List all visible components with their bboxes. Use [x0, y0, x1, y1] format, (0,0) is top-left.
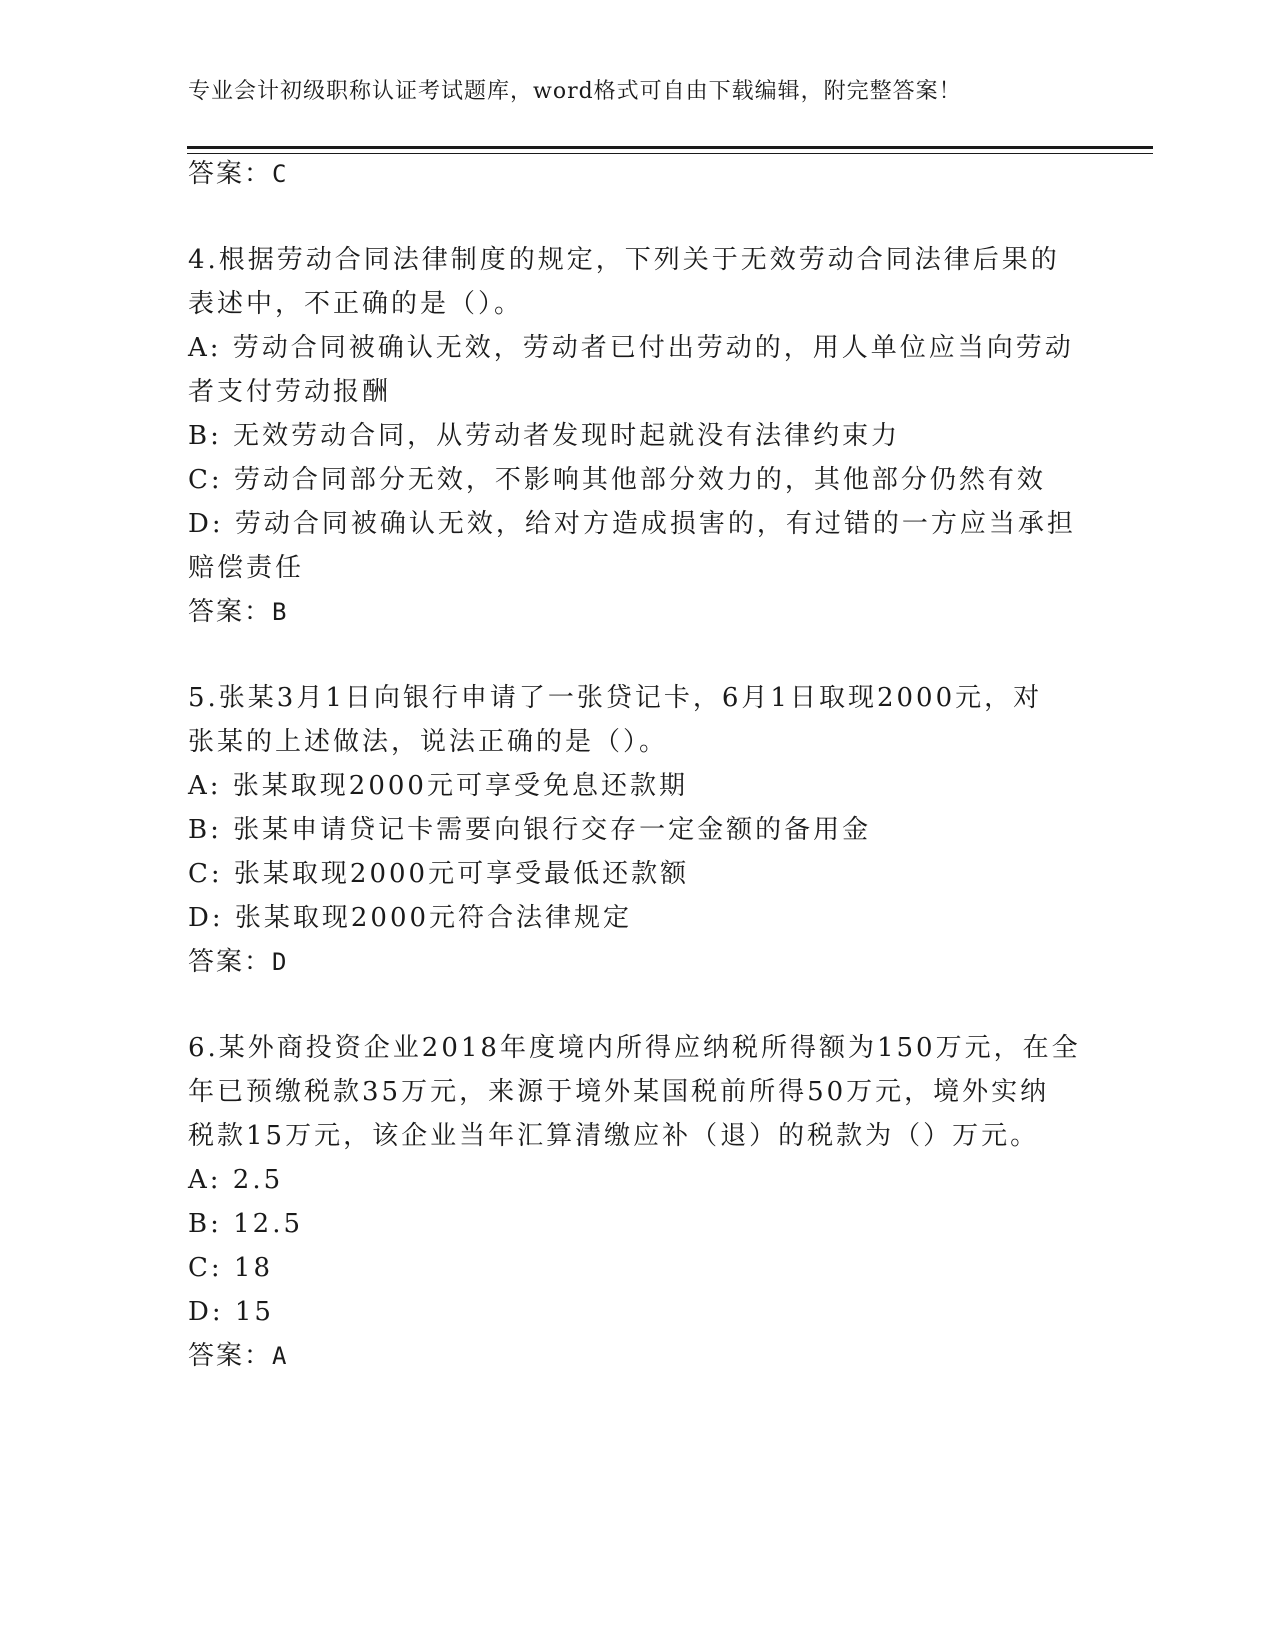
q5-option-c: C: 张某取现2000元可享受最低还款额	[188, 859, 690, 889]
q6-option-d: D: 15	[188, 1297, 274, 1327]
q4-option-d-line2: 赔偿责任	[188, 553, 305, 583]
answer-q5	[188, 946, 288, 978]
answer-q4	[188, 596, 288, 628]
answer-q3	[188, 158, 288, 190]
q4-option-d-line1: D: 劳动合同被确认无效，给对方造成损害的，有过错的一方应当承担	[188, 509, 1076, 539]
q4-option-b: B: 无效劳动合同，从劳动者发现时起就没有法律约束力	[188, 421, 901, 451]
q5-stem-line2: 张某的上述做法，说法正确的是（）。	[188, 727, 669, 757]
q6-option-a: A: 2.5	[188, 1165, 284, 1195]
q4-option-c: C: 劳动合同部分无效，不影响其他部分效力的，其他部分仍然有效	[188, 465, 1046, 495]
q6-stem-line1: 6.某外商投资企业2018年度境内所得应纳税所得额为150万元，在全	[188, 1033, 1081, 1063]
answer-letter: C	[272, 160, 289, 188]
answer-q6	[188, 1340, 288, 1372]
q6-option-b: B: 12.5	[188, 1209, 304, 1239]
q6-option-c: C: 18	[188, 1253, 274, 1283]
q4-option-a-line1: A: 劳动合同被确认无效，劳动者已付出劳动的，用人单位应当向劳动	[188, 333, 1074, 363]
q5-option-a: A: 张某取现2000元可享受免息还款期	[188, 771, 688, 801]
answer-label: 答案：	[188, 159, 273, 189]
q6-stem-line2: 年已预缴税款35万元，来源于境外某国税前所得50万元，境外实纳	[188, 1077, 1050, 1107]
answer-label: 答案：	[188, 597, 273, 627]
q4-stem-line2: 表述中，不正确的是（）。	[188, 289, 524, 319]
header-rule-thin	[187, 153, 1153, 154]
answer-letter: D	[272, 948, 289, 976]
answer-letter: A	[272, 1342, 289, 1370]
q5-option-b: B: 张某申请贷记卡需要向银行交存一定金额的备用金	[188, 815, 872, 845]
q4-option-a-line2: 者支付劳动报酬	[188, 377, 392, 407]
page-header: 专业会计初级职称认证考试题库，word格式可自由下载编辑，附完整答案！	[188, 79, 962, 104]
q6-stem-line3: 税款15万元，该企业当年汇算清缴应补（退）的税款为（）万元。	[188, 1121, 1040, 1151]
q5-stem-line1: 5.张某3月1日向银行申请了一张贷记卡，6月1日取现2000元，对	[188, 683, 1043, 713]
answer-label: 答案：	[188, 1341, 273, 1371]
q5-option-d: D: 张某取现2000元符合法律规定	[188, 903, 633, 933]
answer-letter: B	[272, 598, 289, 626]
answer-label: 答案：	[188, 947, 273, 977]
q4-stem-line1: 4.根据劳动合同法律制度的规定，下列关于无效劳动合同法律后果的	[188, 245, 1060, 275]
header-rule	[187, 146, 1153, 149]
